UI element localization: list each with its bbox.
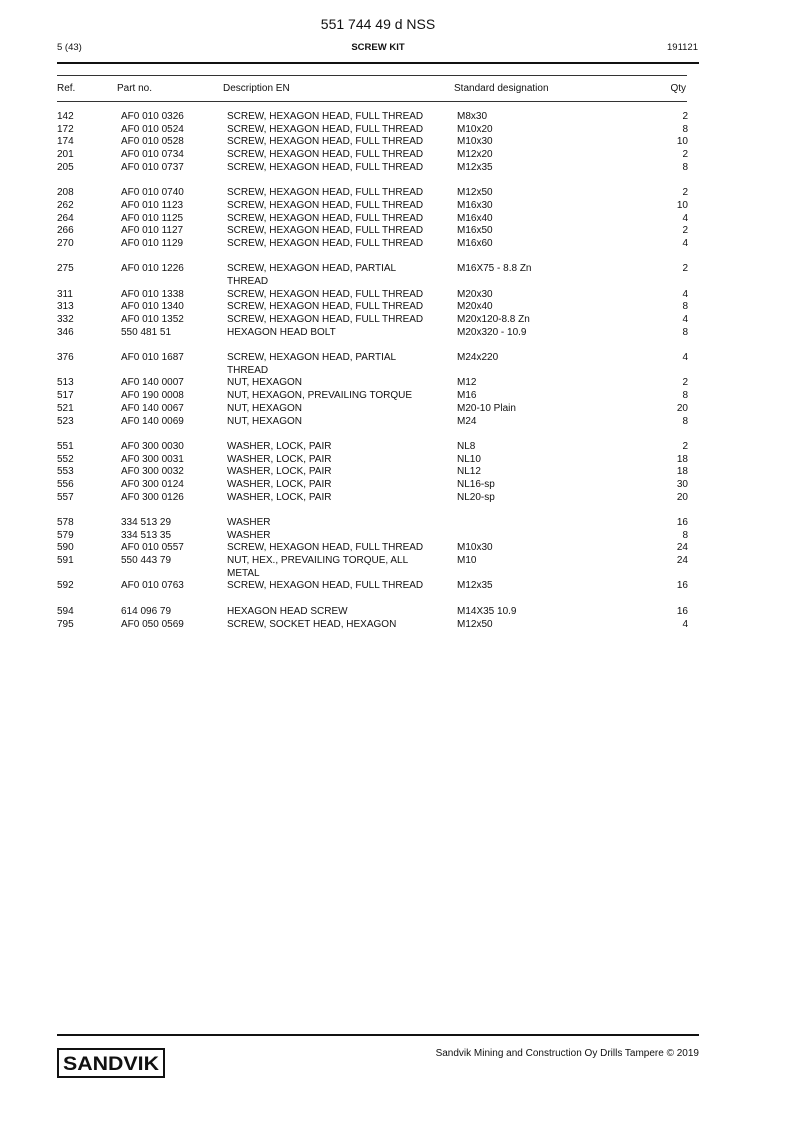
part-no-cell: AF0 010 1340 (121, 301, 184, 313)
qty-cell: 8 (682, 415, 688, 427)
description-cell: THREAD (227, 364, 269, 376)
description-cell: SCREW, HEXAGON HEAD, FULL THREAD (227, 225, 424, 237)
description-cell: WASHER, LOCK, PAIR (227, 466, 332, 478)
qty-cell: 18 (676, 453, 688, 465)
part-no-cell: 550 443 79 (121, 555, 172, 567)
ref-cell: 208 (57, 187, 74, 199)
standard-cell: NL20-sp (457, 491, 495, 503)
description-cell: SCREW, HEXAGON HEAD, FULL THREAD (227, 314, 424, 325)
standard-cell: M16X75 - 8.8 Zn (457, 263, 532, 275)
table-row (0, 479, 794, 492)
description-cell: NUT, HEXAGON (227, 402, 303, 414)
description-cell: NUT, HEX., PREVAILING TORQUE, ALL (227, 555, 409, 567)
qty-cell: 8 (682, 390, 688, 402)
qty-cell: 20 (676, 491, 688, 503)
part-no-cell: AF0 010 1338 (121, 288, 184, 300)
table-row (0, 606, 794, 619)
part-no-cell: AF0 010 0740 (121, 187, 184, 199)
part-no-cell: AF0 010 0763 (121, 580, 184, 592)
standard-cell: M12 (457, 377, 477, 389)
column-header-rule-top (57, 75, 687, 76)
ref-cell: 262 (57, 199, 74, 211)
qty-cell: 8 (682, 301, 688, 313)
description-cell: SCREW, SOCKET HEAD, HEXAGON (227, 618, 397, 630)
part-no-cell: AF0 050 0569 (121, 618, 184, 630)
standard-cell: M16x30 (457, 199, 493, 211)
part-no-cell: AF0 010 1352 (121, 314, 184, 325)
standard-cell: M20-10 Plain (457, 402, 516, 414)
column-header-description: Description EN (223, 83, 290, 94)
table-row (0, 289, 794, 302)
standard-cell: M16x40 (457, 212, 493, 224)
qty-cell: 16 (676, 605, 688, 617)
qty-cell: 4 (682, 212, 688, 224)
description-cell: SCREW, HEXAGON HEAD, FULL THREAD (227, 288, 424, 300)
table-row (0, 352, 794, 365)
ref-cell: 553 (57, 466, 74, 478)
part-no-cell: AF0 300 0124 (121, 478, 184, 490)
part-no-cell: 614 096 79 (121, 605, 172, 617)
ref-cell: 590 (57, 542, 74, 554)
table-row (0, 377, 794, 390)
ref-cell: 346 (57, 326, 74, 338)
sandvik-logo (57, 1048, 165, 1078)
standard-cell: M10x30 (457, 136, 493, 148)
column-header-qty: Qty (670, 83, 686, 94)
table-row (0, 213, 794, 226)
qty-cell: 10 (676, 136, 688, 148)
description-cell: SCREW, HEXAGON HEAD, FULL THREAD (227, 111, 424, 122)
standard-cell: M14X35 10.9 (457, 605, 517, 617)
ref-cell: 552 (57, 453, 74, 465)
description-cell: WASHER, LOCK, PAIR (227, 491, 332, 503)
qty-cell: 8 (682, 529, 688, 541)
part-no-cell: AF0 010 0524 (121, 123, 184, 135)
qty-cell: 4 (682, 288, 688, 300)
table-row (0, 530, 794, 543)
part-no-cell: AF0 010 1687 (121, 352, 184, 364)
table-row (0, 149, 794, 162)
table-row (0, 263, 794, 276)
qty-cell: 4 (682, 352, 688, 364)
table-row (0, 225, 794, 238)
part-no-cell: AF0 300 0030 (121, 440, 184, 452)
table-row (0, 517, 794, 530)
description-cell: SCREW, HEXAGON HEAD, FULL THREAD (227, 580, 424, 592)
standard-cell: M24 (457, 415, 477, 427)
table-row (0, 466, 794, 479)
table-row (0, 187, 794, 200)
part-no-cell: AF0 010 0557 (121, 542, 184, 554)
description-cell: SCREW, HEXAGON HEAD, FULL THREAD (227, 149, 424, 161)
table-row (0, 162, 794, 175)
column-header-ref: Ref. (57, 83, 76, 94)
ref-cell: 557 (57, 491, 74, 503)
qty-cell: 8 (682, 161, 688, 173)
part-no-cell: AF0 010 1123 (121, 199, 184, 211)
part-no-cell: AF0 010 0734 (121, 149, 184, 161)
table-row (0, 441, 794, 454)
description-cell: SCREW, HEXAGON HEAD, FULL THREAD (227, 199, 424, 211)
table-row (0, 568, 794, 581)
column-header-rule-bottom (57, 101, 687, 102)
ref-cell: 795 (57, 618, 74, 630)
standard-cell: M10x30 (457, 542, 493, 554)
part-no-cell: 334 513 35 (121, 529, 172, 541)
description-cell: SCREW, HEXAGON HEAD, FULL THREAD (227, 237, 424, 249)
part-no-cell: AF0 300 0126 (121, 491, 184, 503)
ref-cell: 517 (57, 390, 74, 402)
standard-cell: NL8 (457, 440, 476, 452)
document-title: SCREW KIT (351, 42, 405, 53)
description-cell: WASHER (227, 517, 271, 528)
qty-cell: 4 (682, 618, 688, 630)
qty-cell: 4 (682, 237, 688, 249)
ref-cell: 201 (57, 149, 74, 161)
description-cell: SCREW, HEXAGON HEAD, PARTIAL (227, 263, 397, 275)
part-no-cell: AF0 010 1226 (121, 263, 184, 275)
ref-cell: 513 (57, 377, 74, 389)
ref-cell: 275 (57, 263, 74, 275)
ref-cell: 556 (57, 478, 74, 490)
ref-cell: 376 (57, 352, 74, 364)
part-no-cell: AF0 010 1127 (121, 225, 184, 237)
table-row (0, 580, 794, 593)
standard-cell: M8x30 (457, 111, 488, 122)
description-cell: SCREW, HEXAGON HEAD, FULL THREAD (227, 212, 424, 224)
standard-cell: M12x50 (457, 618, 493, 630)
qty-cell: 16 (676, 580, 688, 592)
table-row (0, 200, 794, 213)
table-row (0, 365, 794, 378)
ref-cell: 313 (57, 301, 74, 313)
standard-cell: M12x35 (457, 580, 493, 592)
ref-cell: 591 (57, 555, 74, 567)
description-cell: SCREW, HEXAGON HEAD, PARTIAL (227, 352, 397, 364)
qty-cell: 30 (676, 478, 688, 490)
table-row (0, 327, 794, 340)
document-number: 551 744 49 d NSS (320, 16, 436, 32)
qty-cell: 10 (676, 199, 688, 211)
qty-cell: 18 (676, 466, 688, 478)
ref-cell: 205 (57, 161, 74, 173)
qty-cell: 2 (682, 187, 688, 199)
standard-cell: M20x40 (457, 301, 493, 313)
ref-cell: 579 (57, 529, 74, 541)
part-no-cell: 334 513 29 (121, 517, 172, 528)
table-row (0, 542, 794, 555)
table-row (0, 492, 794, 505)
table-row (0, 314, 794, 327)
document-date: 191121 (667, 42, 698, 53)
table-row (0, 416, 794, 429)
table-row (0, 136, 794, 149)
ref-cell: 332 (57, 314, 74, 325)
standard-cell: M20x120-8.8 Zn (457, 314, 530, 325)
standard-cell: M16x60 (457, 237, 493, 249)
part-no-cell: AF0 010 0326 (121, 111, 184, 122)
qty-cell: 8 (682, 123, 688, 135)
ref-cell: 266 (57, 225, 74, 237)
footer-rule (57, 1034, 699, 1036)
description-cell: WASHER, LOCK, PAIR (227, 478, 332, 490)
standard-cell: M20x30 (457, 288, 493, 300)
table-row (0, 619, 794, 632)
description-cell: HEXAGON HEAD BOLT (227, 326, 336, 338)
description-cell: WASHER (227, 529, 271, 541)
description-cell: THREAD (227, 275, 269, 287)
parts-table (0, 111, 794, 631)
qty-cell: 24 (676, 555, 688, 567)
table-row (0, 403, 794, 416)
column-header-standard: Standard designation (454, 83, 549, 94)
ref-cell: 172 (57, 123, 74, 135)
table-row (0, 111, 794, 124)
description-cell: NUT, HEXAGON (227, 415, 303, 427)
description-cell: WASHER, LOCK, PAIR (227, 440, 332, 452)
qty-cell: 24 (676, 542, 688, 554)
qty-cell: 2 (682, 263, 688, 275)
ref-cell: 523 (57, 415, 74, 427)
table-row (0, 276, 794, 289)
part-no-cell: AF0 010 0737 (121, 161, 184, 173)
part-no-cell: AF0 300 0031 (121, 453, 184, 465)
standard-cell: M16x50 (457, 225, 493, 237)
table-row (0, 454, 794, 467)
standard-cell: M20x320 - 10.9 (457, 326, 527, 338)
table-row (0, 390, 794, 403)
standard-cell: M10 (457, 555, 477, 567)
ref-cell: 142 (57, 111, 74, 122)
standard-cell: NL10 (457, 453, 481, 465)
standard-cell: NL12 (457, 466, 481, 478)
ref-cell: 174 (57, 136, 74, 148)
table-row (0, 301, 794, 314)
description-cell: NUT, HEXAGON (227, 377, 303, 389)
table-row (0, 124, 794, 137)
qty-cell: 2 (682, 225, 688, 237)
part-no-cell: 550 481 51 (121, 326, 172, 338)
page-count: 5 (43) (57, 42, 82, 53)
part-no-cell: AF0 010 0528 (121, 136, 184, 148)
standard-cell: M12x50 (457, 187, 493, 199)
description-cell: SCREW, HEXAGON HEAD, FULL THREAD (227, 123, 424, 135)
part-no-cell: AF0 300 0032 (121, 466, 184, 478)
qty-cell: 4 (682, 314, 688, 325)
svg-text:SANDVIK: SANDVIK (63, 1054, 160, 1075)
ref-cell: 578 (57, 517, 74, 528)
description-cell: METAL (227, 567, 260, 579)
qty-cell: 16 (676, 517, 688, 528)
ref-cell: 264 (57, 212, 74, 224)
standard-cell: M12x20 (457, 149, 493, 161)
qty-cell: 2 (682, 111, 688, 122)
table-row (0, 555, 794, 568)
ref-cell: 521 (57, 402, 74, 414)
standard-cell: M16 (457, 390, 477, 402)
table-row (0, 238, 794, 251)
part-no-cell: AF0 140 0067 (121, 402, 184, 414)
part-no-cell: AF0 010 1129 (121, 237, 184, 249)
qty-cell: 2 (682, 440, 688, 452)
column-header-part-no: Part no. (117, 83, 153, 94)
description-cell: SCREW, HEXAGON HEAD, FULL THREAD (227, 161, 424, 173)
part-no-cell: AF0 190 0008 (121, 390, 184, 402)
standard-cell: M12x35 (457, 161, 493, 173)
standard-cell: M24x220 (457, 352, 499, 364)
description-cell: SCREW, HEXAGON HEAD, FULL THREAD (227, 187, 424, 199)
ref-cell: 311 (57, 288, 73, 300)
description-cell: HEXAGON HEAD SCREW (227, 605, 348, 617)
qty-cell: 2 (682, 149, 688, 161)
description-cell: SCREW, HEXAGON HEAD, FULL THREAD (227, 301, 424, 313)
standard-cell: M10x20 (457, 123, 493, 135)
description-cell: WASHER, LOCK, PAIR (227, 453, 332, 465)
qty-cell: 2 (682, 377, 688, 389)
ref-cell: 592 (57, 580, 74, 592)
part-no-cell: AF0 140 0007 (121, 377, 184, 389)
copyright-text: Sandvik Mining and Construction Oy Drills Tampere © 2019 (435, 1048, 699, 1059)
header-rule (57, 62, 699, 64)
ref-cell: 551 (57, 440, 74, 452)
part-no-cell: AF0 010 1125 (121, 212, 184, 224)
qty-cell: 20 (676, 402, 688, 414)
description-cell: SCREW, HEXAGON HEAD, FULL THREAD (227, 542, 424, 554)
part-no-cell: AF0 140 0069 (121, 415, 184, 427)
description-cell: NUT, HEXAGON, PREVAILING TORQUE (227, 390, 413, 402)
standard-cell: NL16-sp (457, 478, 495, 490)
description-cell: SCREW, HEXAGON HEAD, FULL THREAD (227, 136, 424, 148)
ref-cell: 270 (57, 237, 74, 249)
ref-cell: 594 (57, 605, 74, 617)
qty-cell: 8 (682, 326, 688, 338)
